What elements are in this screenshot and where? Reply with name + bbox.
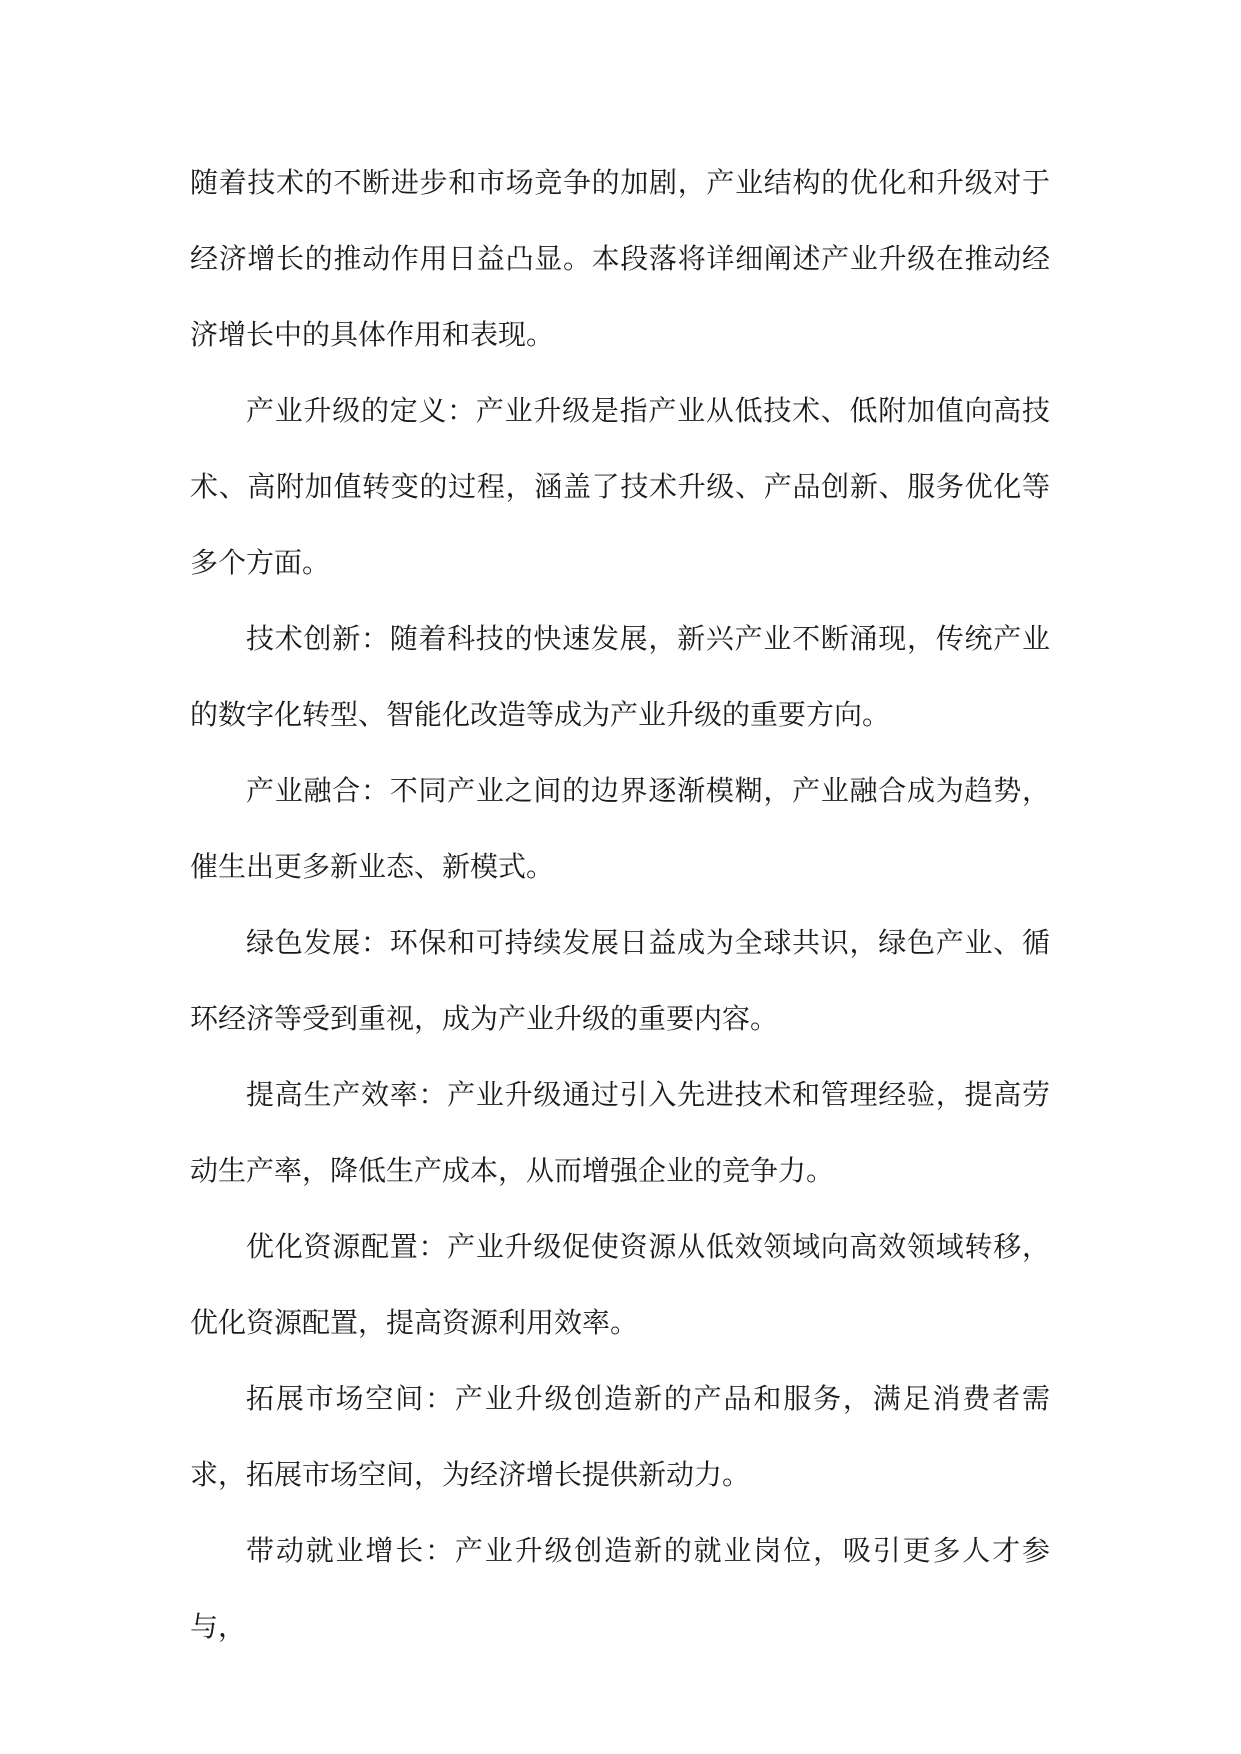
paragraph-intro: 随着技术的不断进步和市场竞争的加剧，产业结构的优化和升级对于经济增长的推动作用日益凸显。本段落将详细阐述产业升级在推动经济增长中的具体作用和表现。 [190, 166, 1050, 351]
paragraph-green-development: 绿色发展：环保和可持续发展日益成为全球共识，绿色产业、循环经济等受到重视，成为产业升级的重要内容。 [190, 926, 1050, 1035]
paragraph-efficiency: 提高生产效率：产业升级通过引入先进技术和管理经验，提高劳动生产率，降低生产成本，从而增强企业的竞争力。 [190, 1078, 1050, 1187]
paragraph-definition: 产业升级的定义：产业升级是指产业从低技术、低附加值向高技术、高附加值转变的过程，涵盖了技术升级、产品创新、服务优化等多个方面。 [190, 394, 1050, 579]
paragraph-industry-fusion: 产业融合：不同产业之间的边界逐渐模糊，产业融合成为趋势，催生出更多新业态、新模式。 [190, 774, 1050, 883]
paragraph-tech-innovation: 技术创新：随着科技的快速发展，新兴产业不断涌现，传统产业的数字化转型、智能化改造等成为产业升级的重要方向。 [190, 622, 1050, 731]
paragraph-market-space: 拓展市场空间：产业升级创造新的产品和服务，满足消费者需求，拓展市场空间，为经济增长提供新动力。 [190, 1382, 1050, 1491]
body-text [190, 145, 1050, 1665]
paragraph-resource-allocation: 优化资源配置：产业升级促使资源从低效领域向高效领域转移，优化资源配置，提高资源利用效率。 [190, 1230, 1050, 1339]
paragraph-employment: 带动就业增长：产业升级创造新的就业岗位，吸引更多人才参与， [190, 1534, 1050, 1643]
